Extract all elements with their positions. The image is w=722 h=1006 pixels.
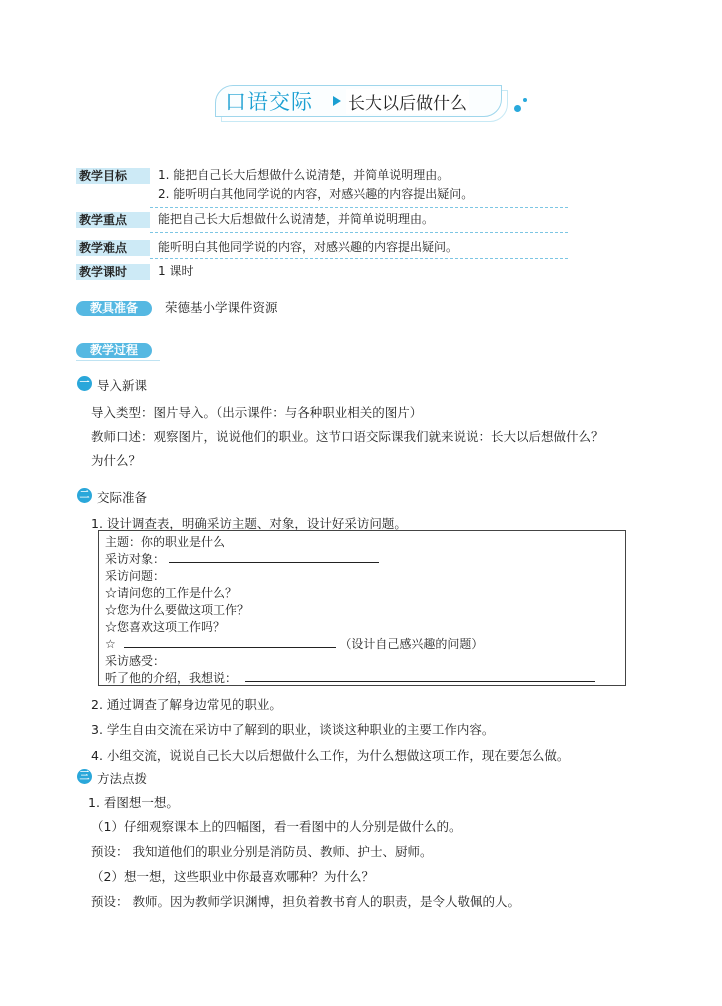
goal-line-1: 1. 能把自己长大后想做什么说清楚，并简单说明理由。 xyxy=(158,168,450,182)
survey-question: ☆您为什么要做这项工作？ xyxy=(105,603,250,617)
info-label-difficulty: 教学难点 xyxy=(76,240,150,256)
blank-line xyxy=(124,636,336,648)
paragraph: 1. 设计调查表，明确采访主题、对象，设计好采访问题。 xyxy=(91,516,407,531)
divider xyxy=(76,360,160,361)
key-point-text: 能把自己长大后想做什么说清楚，并简单说明理由。 xyxy=(158,212,435,226)
survey-target-row xyxy=(105,550,379,567)
info-label-key: 教学重点 xyxy=(76,212,150,228)
banner-title: 口语交际 xyxy=(225,90,313,114)
section-pill-process: 教学过程 xyxy=(76,343,152,358)
arrow-icon xyxy=(333,96,341,106)
paragraph: 预设： 我知道他们的职业分别是消防员、教师、护士、厨师。 xyxy=(91,844,433,859)
divider xyxy=(150,232,568,233)
paragraph: 1. 看图想一想。 xyxy=(88,795,179,810)
survey-listen-label: 听了他的介绍，我想说： xyxy=(105,671,238,685)
survey-questions-label: 采访问题： xyxy=(105,569,166,583)
lesson-title-banner xyxy=(205,82,505,120)
blank-line xyxy=(245,670,595,682)
decor-dot-icon xyxy=(523,98,527,102)
banner-subtitle: 长大以后做什么 xyxy=(346,89,469,114)
paragraph: 教师口述：观察图片，说说他们的职业。这节口语交际课我们就来说说：长大以后想做什么？ xyxy=(91,429,604,444)
paragraph: 2. 通过调查了解身边常见的职业。 xyxy=(91,697,282,712)
survey-custom-question-row xyxy=(105,635,483,652)
section-title: 导入新课 xyxy=(97,378,148,393)
hours-text: 1 课时 xyxy=(158,264,194,278)
paragraph: 预设： 教师。因为教师学识渊博，担负着教书育人的职责，是令人敬佩的人。 xyxy=(91,894,520,909)
survey-listen-row xyxy=(105,669,595,686)
divider xyxy=(150,258,568,259)
section-title: 方法点拨 xyxy=(97,771,148,786)
survey-feeling-label: 采访感受： xyxy=(105,654,166,668)
prep-text: 荣德基小学课件资源 xyxy=(165,300,278,315)
survey-question: ☆您喜欢这项工作吗？ xyxy=(105,620,226,634)
divider xyxy=(150,207,568,208)
decor-dot-icon xyxy=(514,105,521,112)
paragraph: 导入类型：图片导入。（出示课件：与各种职业相关的图片） xyxy=(91,405,423,420)
section-number-badge: 三 xyxy=(77,769,92,784)
survey-target-label: 采访对象： xyxy=(105,552,166,566)
survey-theme: 主题：你的职业是什么 xyxy=(105,535,226,549)
info-label-hours: 教学课时 xyxy=(76,264,150,280)
section-pill-prep: 教具准备 xyxy=(76,301,152,316)
blank-line xyxy=(169,551,379,563)
paragraph: （2）想一想，这些职业中你最喜欢哪种？为什么？ xyxy=(91,869,374,884)
paragraph: 为什么？ xyxy=(91,453,142,468)
survey-question: ☆请问您的工作是什么？ xyxy=(105,586,238,600)
paragraph: （1）仔细观察课本上的四幅图，看一看图中的人分别是做什么的。 xyxy=(91,819,462,834)
section-title: 交际准备 xyxy=(97,490,148,505)
survey-table xyxy=(98,530,626,686)
info-label-goals: 教学目标 xyxy=(76,168,150,184)
star-icon: ☆ xyxy=(105,637,116,651)
difficulty-text: 能听明白其他同学说的内容，对感兴趣的内容提出疑问。 xyxy=(158,240,459,254)
section-number-badge: 一 xyxy=(77,376,92,391)
survey-custom-note: （设计自己感兴趣的问题） xyxy=(339,637,484,651)
paragraph: 3. 学生自由交流在采访中了解到的职业，谈谈这种职业的主要工作内容。 xyxy=(91,722,495,737)
goal-line-2: 2. 能听明白其他同学说的内容，对感兴趣的内容提出疑问。 xyxy=(158,187,474,201)
section-number-badge: 二 xyxy=(77,488,92,503)
paragraph: 4. 小组交流，说说自己长大以后想做什么工作，为什么想做这项工作，现在要怎么做。 xyxy=(91,748,570,763)
